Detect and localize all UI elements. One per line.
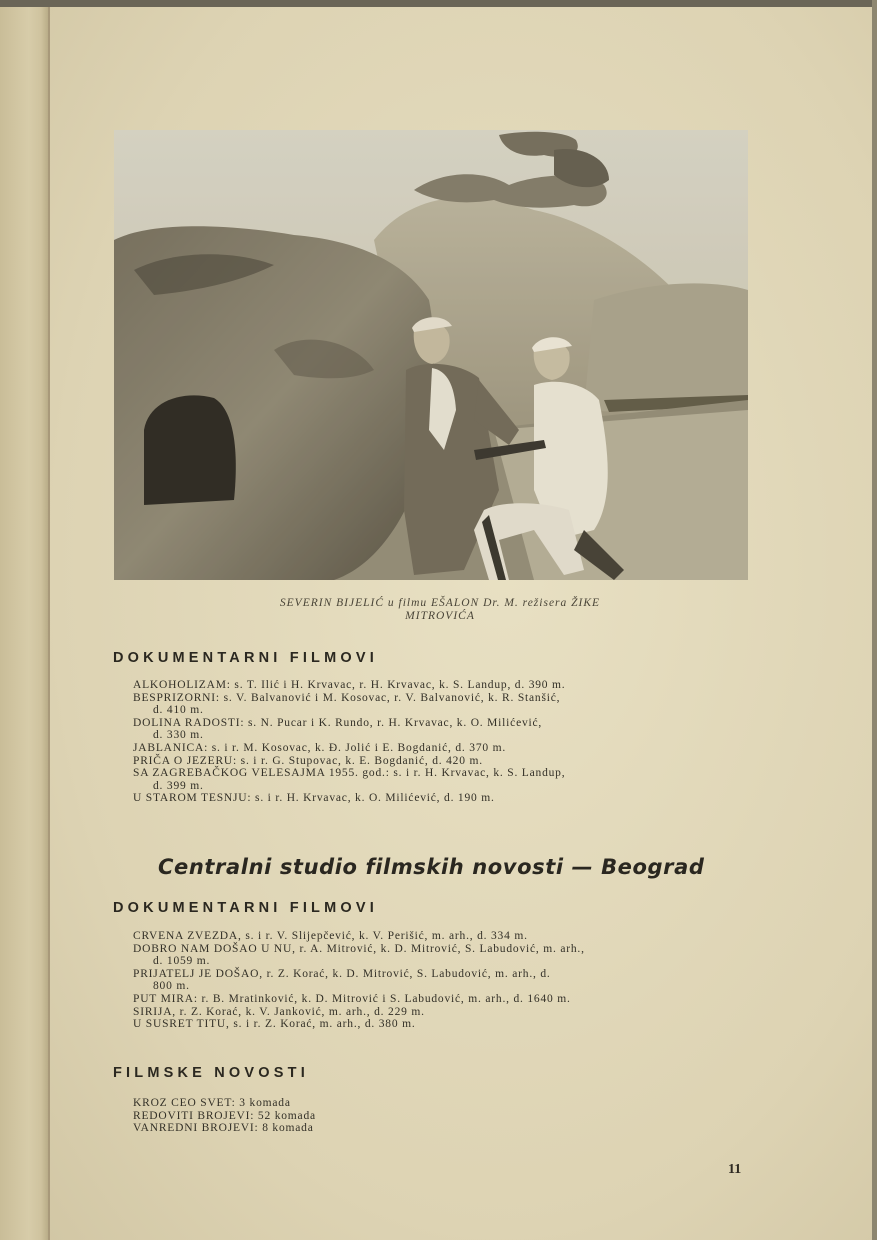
section-heading-documentary-2: DOKUMENTARNI FILMOVI [113, 900, 378, 916]
list-item: PRIJATELJ JE DOŠAO, r. Z. Korać, k. D. Mitrović, S. Labudović, m. arh., d. [133, 967, 551, 980]
documentary-list-2 [133, 930, 758, 1031]
list-item: DOLINA RADOSTI: s. N. Pucar i K. Rundo, r. H. Krvavac, k. O. Milićević, [133, 716, 543, 729]
list-item: PUT MIRA: r. B. Mratinković, k. D. Mitrović i S. Labudović, m. arh., d. 1640 m. [133, 992, 571, 1005]
right-edge [872, 0, 877, 1240]
section-heading-newsreels: FILMSKE NOVOSTI [113, 1065, 309, 1081]
newsreels-list [133, 1097, 758, 1135]
studio-title: Centralni studio filmskih novosti — Beograd [158, 855, 705, 879]
caption-line-2: MITROVIĆA [405, 610, 475, 622]
photo-caption [150, 597, 730, 623]
top-edge [0, 0, 877, 7]
list-item: VANREDNI BROJEVI: 8 komada [133, 1122, 314, 1135]
list-item: U SUSRET TITU, s. i r. Z. Korać, m. arh., d. 380 m. [133, 1018, 416, 1031]
list-item: BESPRIZORNI: s. V. Balvanović i M. Kosovac, r. V. Balvanović, k. R. Stanšić, [133, 691, 561, 704]
list-item: KROZ CEO SVET: 3 komada [133, 1097, 291, 1109]
list-item: CRVENA ZVEZDA, s. i r. V. Slijepčević, k. V. Perišić, m. arh., d. 334 m. [133, 930, 528, 942]
list-item-continuation: d. 330 m. [153, 729, 204, 742]
list-item: JABLANICA: s. i r. M. Kosovac, k. Đ. Jolić i E. Bogdanić, d. 370 m. [133, 741, 507, 754]
list-item-continuation: d. 410 m. [153, 704, 204, 717]
list-item: DOBRO NAM DOŠAO U NU, r. A. Mitrović, k. D. Mitrović, S. Labudović, m. arh., [133, 942, 585, 955]
list-item: REDOVITI BROJEVI: 52 komada [133, 1109, 316, 1122]
list-item: U STAROM TESNJU: s. i r. H. Krvavac, k. O. Milićević, d. 190 m. [133, 792, 495, 805]
section-heading-documentary-1: DOKUMENTARNI FILMOVI [113, 650, 378, 666]
list-item: SA ZAGREBAČKOG VELESAJMA 1955. god.: s. i r. H. Krvavac, k. S. Landup, [133, 767, 566, 780]
list-item-continuation: 800 m. [153, 980, 190, 993]
documentary-list-1 [133, 679, 758, 805]
film-still-photo [114, 130, 748, 580]
page-number: 11 [728, 1162, 742, 1177]
list-item-continuation: d. 1059 m. [153, 955, 211, 968]
list-item: SIRIJA, r. Z. Korać, k. V. Janković, m. arh., d. 229 m. [133, 1005, 425, 1018]
list-item: ALKOHOLIZAM: s. T. Ilić i H. Krvavac, r. H. Krvavac, k. S. Landup, d. 390 m. [133, 679, 566, 691]
caption-line-1: SEVERIN BIJELIĆ u filmu EŠALON Dr. M. režisera ŽIKE [279, 597, 601, 609]
book-spine [0, 0, 50, 1240]
list-item: PRIČA O JEZERU: s. i r. G. Stupovac, k. E. Bogdanić, d. 420 m. [133, 754, 483, 767]
list-item-continuation: d. 399 m. [153, 779, 204, 792]
